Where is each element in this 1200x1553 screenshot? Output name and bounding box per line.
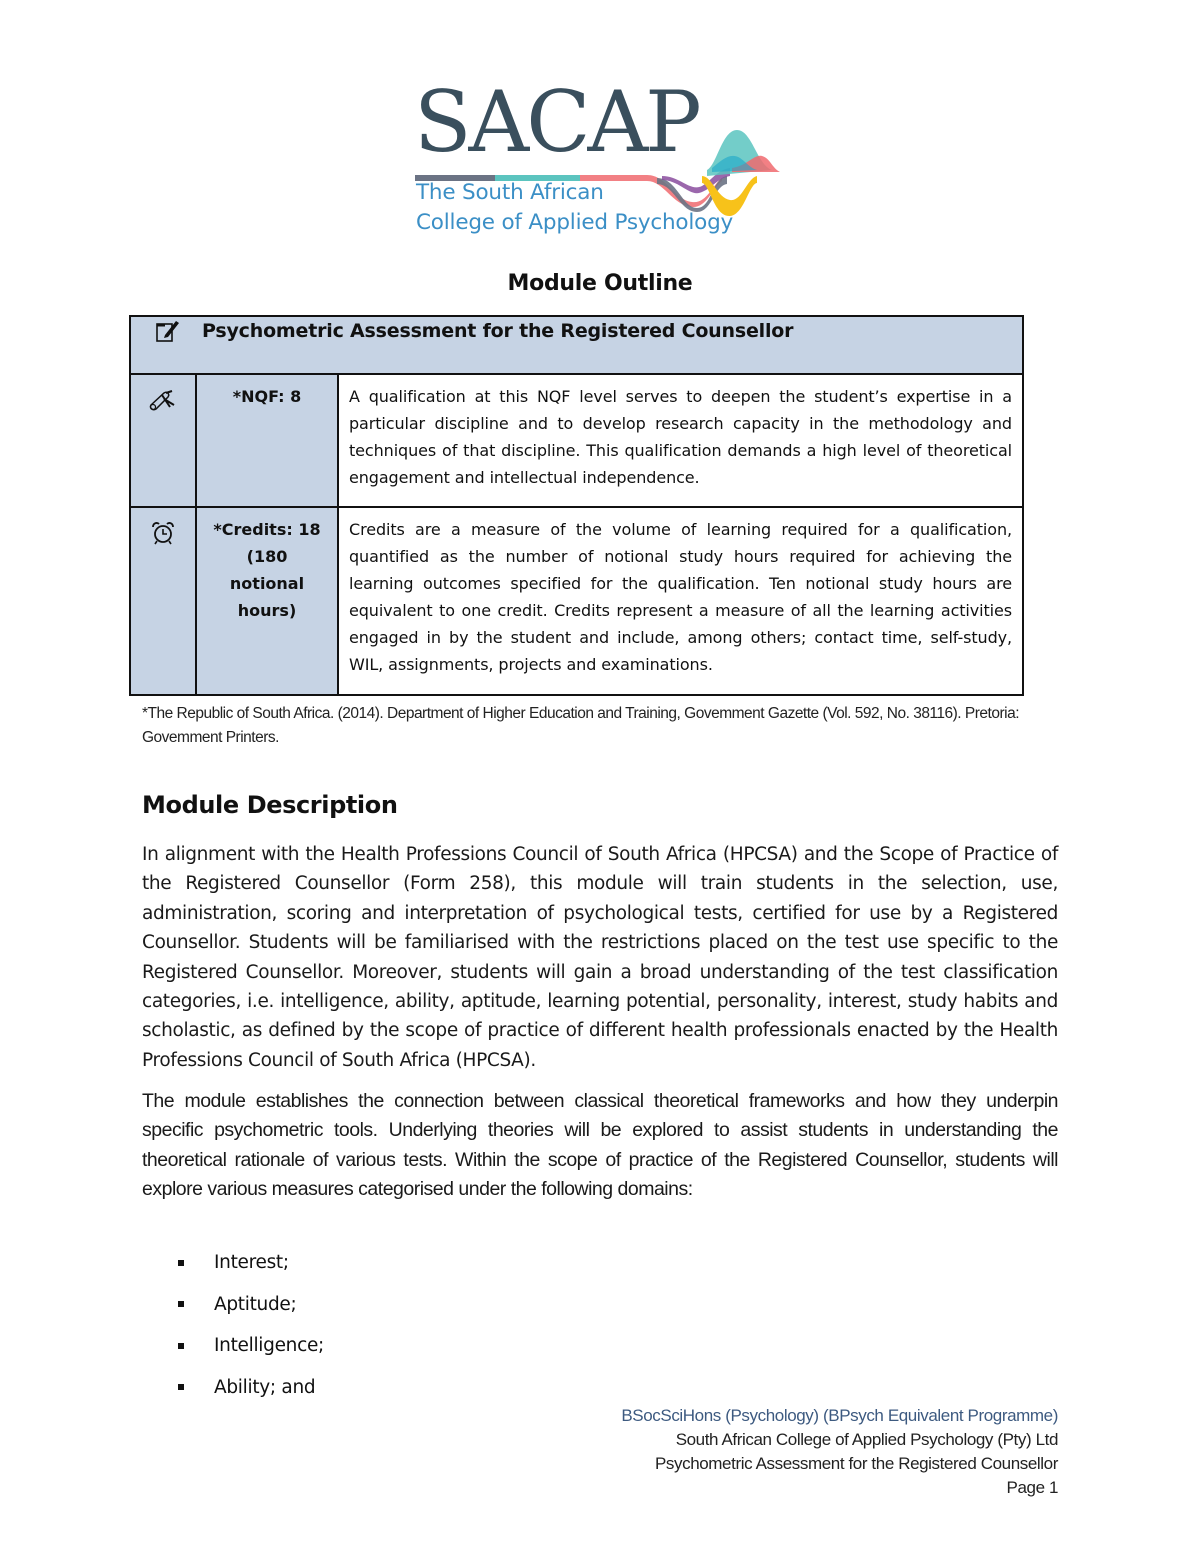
footer-module: Psychometric Assessment for the Registered Counsellor — [654, 1454, 1058, 1473]
list-item — [142, 1284, 324, 1326]
outline-row-nqf — [130, 374, 1023, 507]
sacap-logo — [412, 73, 782, 242]
credits-label — [196, 507, 338, 695]
footer-institution: South African College of Applied Psychology (Pty) Ltd — [675, 1430, 1058, 1449]
credits-label-line: (180 — [246, 547, 288, 566]
nqf-description: A qualification at this NQF level serves to deepen the student’s expertise in a particular discipline and to develop research capacity in the methodology and techniques of that discipline. This qualification demands a high level of theoretical engagement and intellectual independence. — [338, 374, 1023, 507]
module-outline-table — [129, 315, 1024, 696]
domain-label: Aptitude; — [214, 1293, 297, 1315]
footer-programme: BSocSciHons (Psychology) (BPsych Equivalent Programme) — [621, 1406, 1058, 1425]
domain-label: Interest; — [214, 1252, 289, 1274]
notepad-edit-icon — [132, 318, 202, 344]
logo-wordmark: SACAP — [414, 73, 699, 171]
square-bullet-icon — [178, 1384, 184, 1390]
list-item — [142, 1242, 324, 1284]
list-item — [142, 1325, 324, 1367]
domain-label: Ability; and — [214, 1376, 316, 1398]
page-title: Module Outline — [507, 271, 693, 296]
page-number: Page 1 — [1006, 1478, 1058, 1497]
credits-label-line: notional — [229, 574, 305, 593]
page-footer — [621, 1404, 1058, 1500]
nqf-icon-cell — [130, 374, 196, 507]
outline-header-row — [130, 316, 1023, 374]
description-paragraph-2: The module establishes the connection between classical theoretical frameworks and how they underpin specific psychometric tools. Underlying theories will be explored to assist students in understanding the theoretical rationale of various tests. Within the scope of practice of the Registered Counsellor, students will explore various measures categorised under the following domains: — [142, 1090, 1058, 1201]
credits-icon-cell — [130, 507, 196, 695]
logo-subtitle-line1: The South African — [416, 180, 604, 205]
alarm-clock-icon — [150, 531, 176, 550]
square-bullet-icon — [178, 1260, 184, 1266]
square-bullet-icon — [178, 1301, 184, 1307]
module-name: Psychometric Assessment for the Registered Counsellor — [202, 320, 794, 342]
list-item — [142, 1367, 324, 1409]
credits-label-line: *Credits: 18 — [213, 520, 321, 539]
credits-label-line: hours) — [237, 601, 297, 620]
credits-description: Credits are a measure of the volume of learning required for a qualification, quantified as the number of notional study hours required for achieving the learning outcomes specified for the qualification. Ten notional study hours are equivalent to one credit. Credits represent a measure of all the learning activities engaged in by the student and include, among others; contact time, self-study, WIL, assignments, projects and examinations. — [338, 507, 1023, 695]
module-description-heading: Module Description — [142, 791, 398, 819]
logo-subtitle-line2: College of Applied Psychology — [416, 210, 734, 235]
domains-list — [142, 1242, 324, 1408]
outline-header-cell — [130, 316, 1023, 374]
description-paragraph-1: In alignment with the Health Professions Council of South Africa (HPCSA) and the Scope of Practice of the Registered Counsellor (Form 258), this module will train students in the selection, use, administration, scoring and interpretation of psychological tests, certified for use by a Registered Counsellor. Students will be familiarised with the restrictions placed on the test use specific to the Registered Counsellor. Moreover, students will gain a broad understanding of the test classification categories, i.e. intelligence, ability, aptitude, learning potential, personality, interest, study habits and scholastic, as defined by the scope of practice of different health professionals enacted by the Health Professions Council of South Africa (HPCSA). — [142, 844, 1058, 1071]
square-bullet-icon — [178, 1343, 184, 1349]
nqf-label: *NQF: 8 — [196, 374, 338, 507]
diploma-icon — [148, 398, 178, 417]
footnote-citation: *The Republic of South Africa. (2014). Department of Higher Education and Training, Govemment Gazette (Vol. 592, No. 38116). Pretoria: Govemment Printers. — [142, 705, 1020, 746]
outline-row-credits — [130, 507, 1023, 695]
domain-label: Intelligence; — [214, 1335, 324, 1357]
